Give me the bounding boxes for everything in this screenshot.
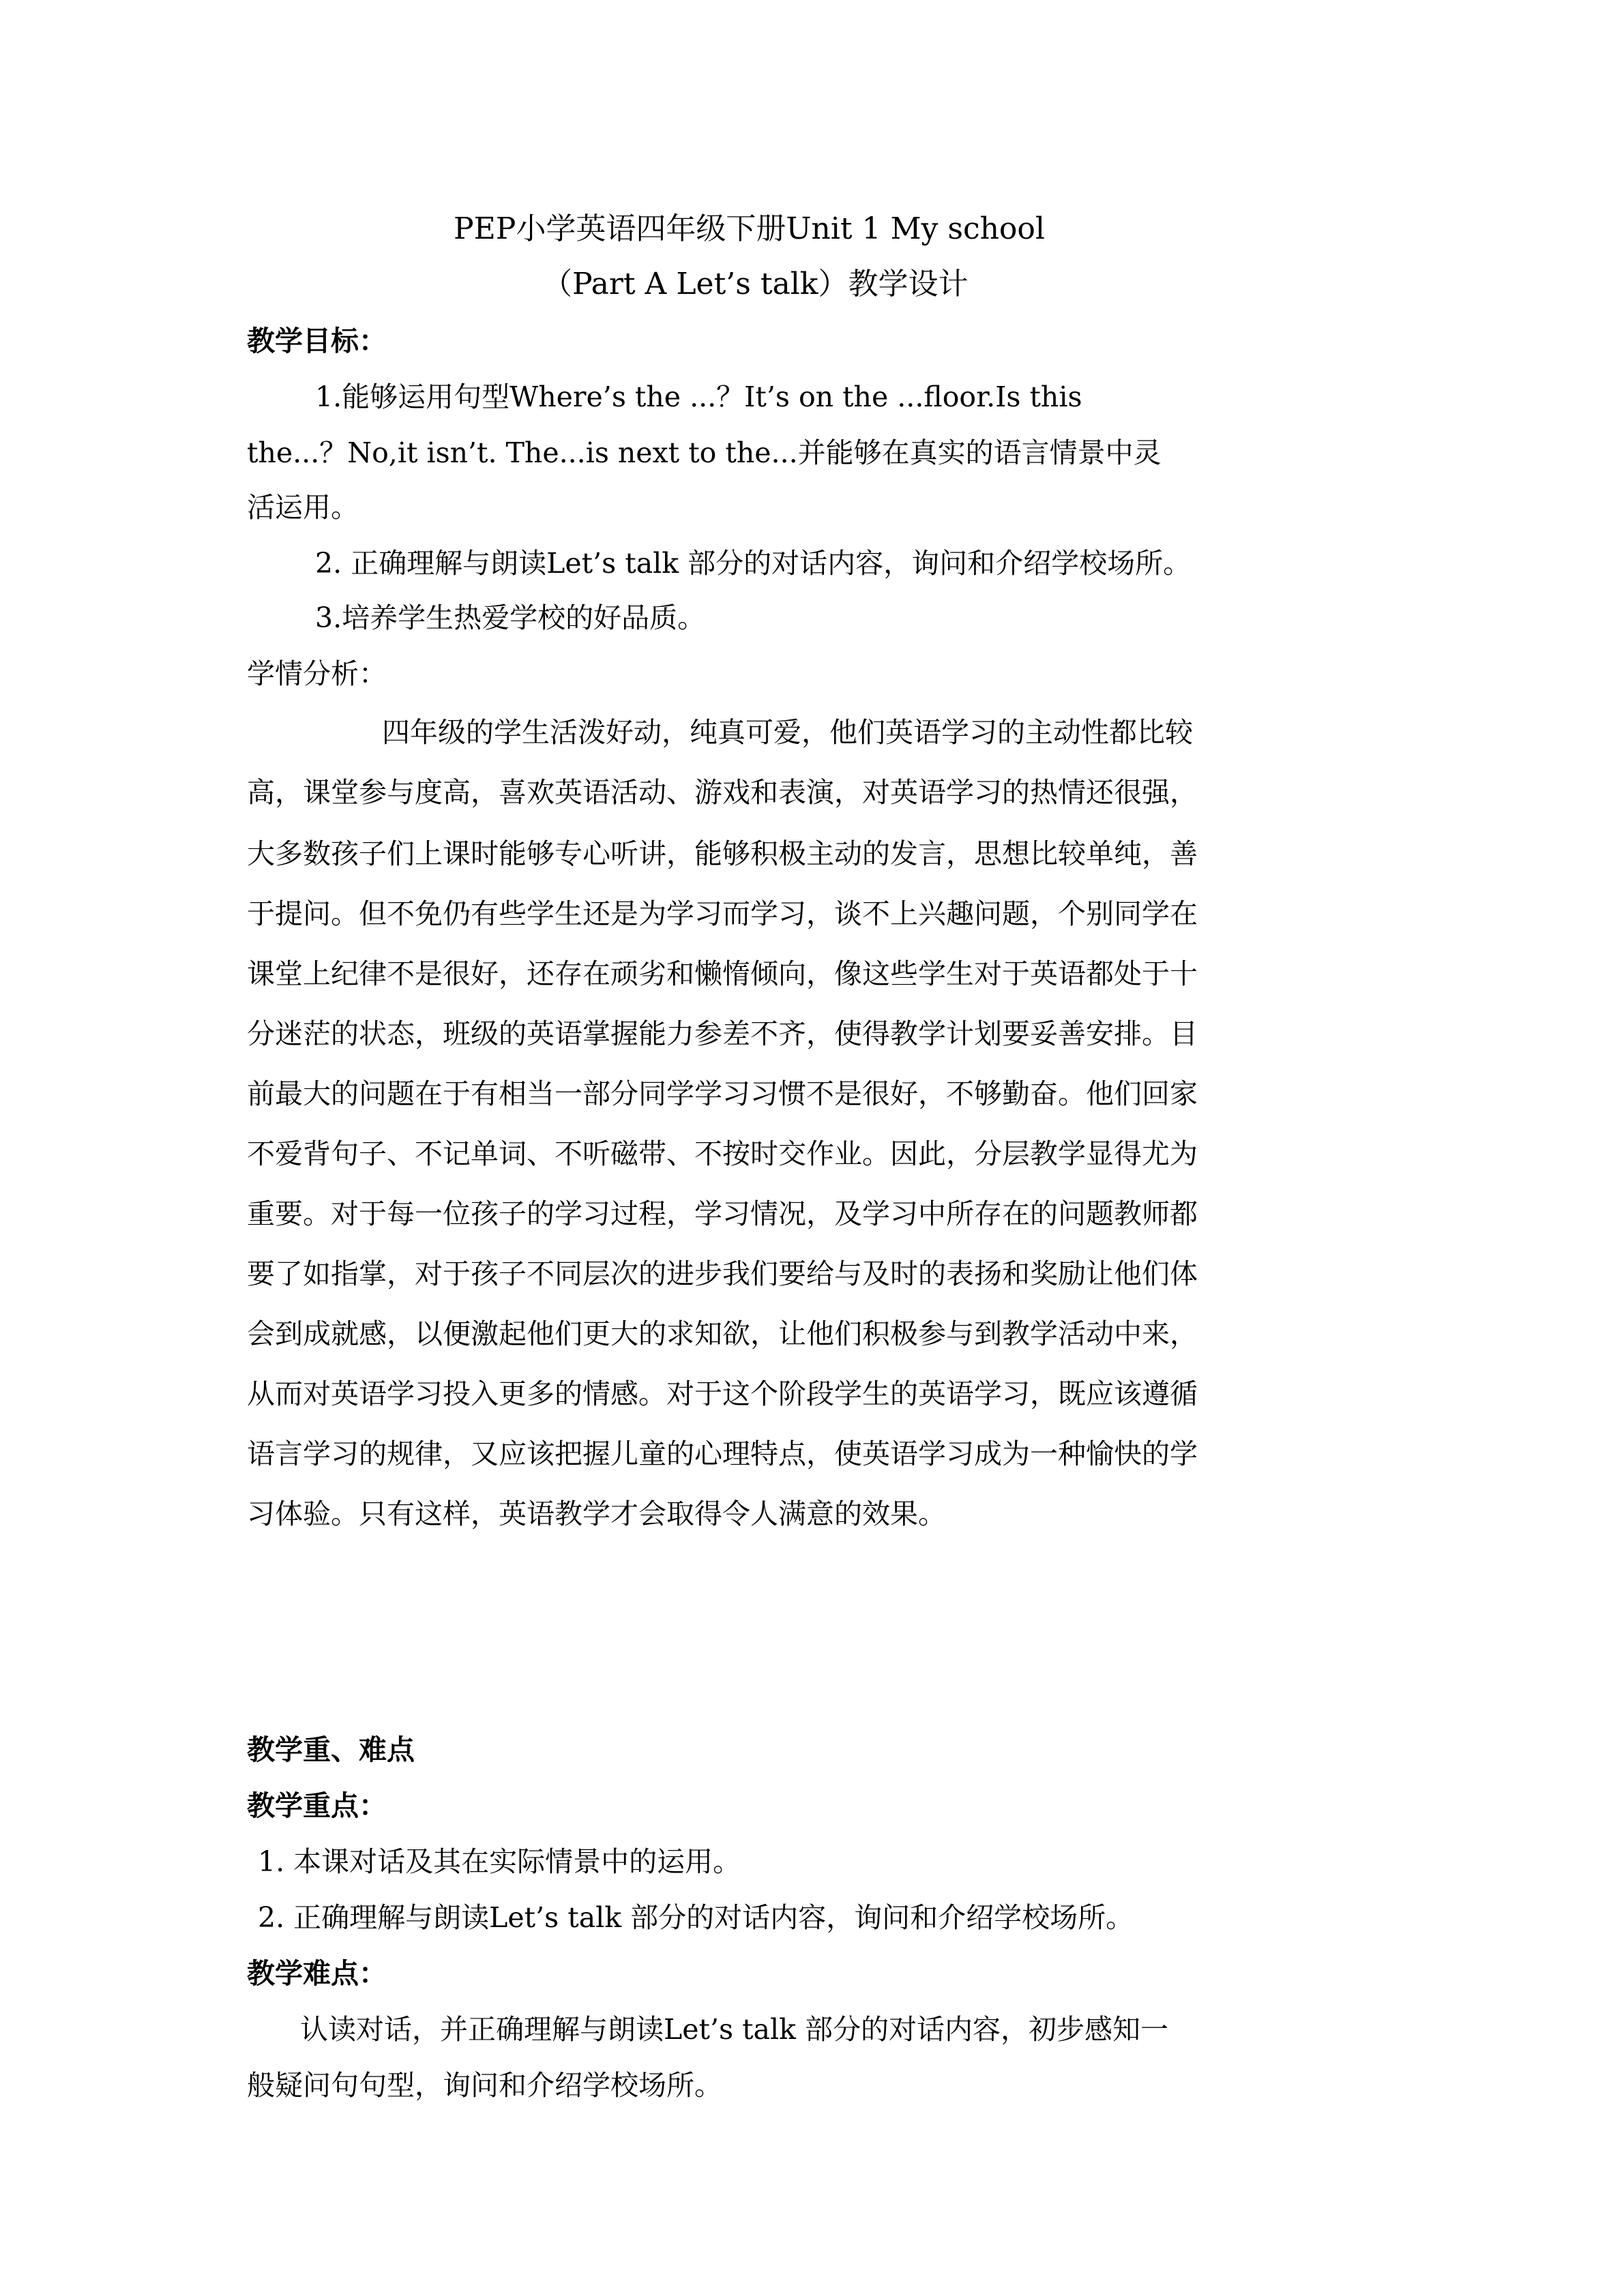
analysis-line: 高，课堂参与度高，喜欢英语活动、游戏和表演，对英语学习的热情还很强， <box>247 776 1198 809</box>
document-title-line-2: （Part A Let’s talk）教学设计 <box>542 267 969 301</box>
objective-1-line-3: 活运用。 <box>247 491 359 524</box>
analysis-line: 课堂上纪律不是很好，还存在顽劣和懒惰倾向，像这些学生对于英语都处于十 <box>247 957 1198 990</box>
focus-item-1: 1. 本课对话及其在实际情景中的运用。 <box>258 1845 741 1878</box>
focus-heading: 教学重点： <box>247 1789 387 1822</box>
difficulty-line-2: 般疑问句句型，询问和介绍学校场所。 <box>247 2069 722 2102</box>
objective-3: 3.培养学生热爱学校的好品质。 <box>315 601 706 634</box>
analysis-line: 不爱背句子、不记单词、不听磁带、不按时交作业。因此，分层教学显得尤为 <box>247 1137 1198 1170</box>
objective-1-line-1: 1.能够运用句型Where’s the ...？It’s on the ...floor.Is this <box>315 381 1082 413</box>
analysis-line: 习体验。只有这样，英语教学才会取得令人满意的效果。 <box>247 1497 946 1530</box>
objective-2: 2. 正确理解与朗读Let’s talk 部分的对话内容，询问和介绍学校场所。 <box>315 547 1192 580</box>
analysis-line: 四年级的学生活泼好动，纯真可爱，他们英语学习的主动性都比较 <box>382 716 1193 749</box>
analysis-line: 会到成就感，以便激起他们更大的求知欲，让他们积极参与到教学活动中来， <box>247 1317 1198 1350</box>
analysis-line: 要了如指掌，对于孩子不同层次的进步我们要给与及时的表扬和奖励让他们体 <box>247 1257 1198 1290</box>
analysis-line: 于提问。但不免仍有些学生还是为学习而学习，谈不上兴趣问题，个别同学在 <box>247 897 1198 930</box>
analysis-heading: 学情分析： <box>247 657 387 690</box>
focus-item-2: 2. 正确理解与朗读Let’s talk 部分的对话内容，询问和介绍学校场所。 <box>258 1901 1134 1934</box>
analysis-line: 大多数孩子们上课时能够专心听讲，能够积极主动的发言，思想比较单纯，善 <box>247 837 1198 870</box>
analysis-line: 从而对英语学习投入更多的情感。对于这个阶段学生的英语学习，既应该遵循 <box>247 1377 1198 1410</box>
document-title-line-1: PEP小学英语四年级下册Unit 1 My school <box>454 211 1045 246</box>
keypoints-heading: 教学重、难点 <box>247 1733 415 1766</box>
analysis-line: 语言学习的规律，又应该把握儿童的心理特点，使英语学习成为一种愉快的学 <box>247 1437 1198 1470</box>
objective-1-line-2: the...？No,it isn’t. The...is next to the...并能够在真实的语言情景中灵 <box>247 436 1162 469</box>
difficulty-heading: 教学难点： <box>247 1957 387 1990</box>
objectives-heading: 教学目标： <box>247 325 387 357</box>
analysis-line: 前最大的问题在于有相当一部分同学学习习惯不是很好，不够勤奋。他们回家 <box>247 1077 1198 1110</box>
difficulty-line-1: 认读对话，并正确理解与朗读Let’s talk 部分的对话内容，初步感知一 <box>300 2013 1168 2046</box>
analysis-line: 分迷茫的状态，班级的英语掌握能力参差不齐，使得教学计划要妥善安排。目 <box>247 1017 1198 1050</box>
analysis-line: 重要。对于每一位孩子的学习过程，学习情况，及学习中所存在的问题教师都 <box>247 1197 1198 1230</box>
